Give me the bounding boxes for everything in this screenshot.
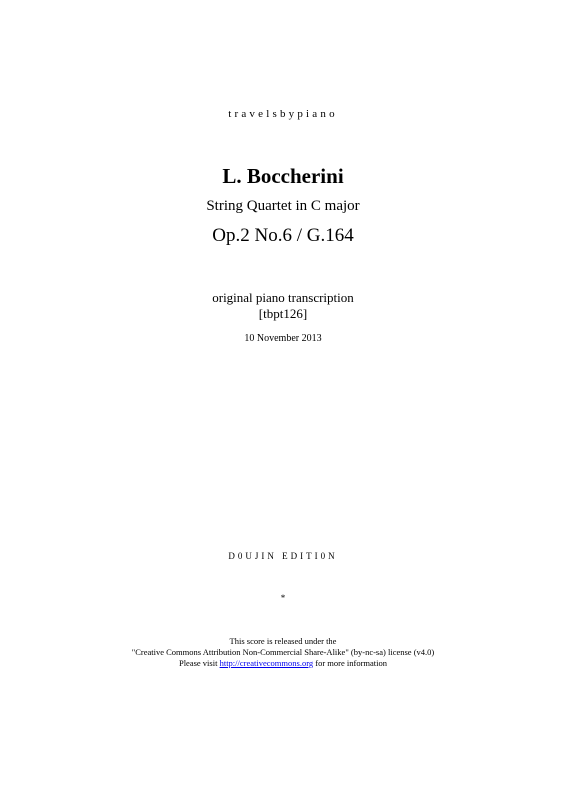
- transcription-type: original piano transcription: [212, 290, 354, 305]
- separator-star: *: [280, 593, 286, 603]
- license-prefix: Please visit: [178, 658, 220, 668]
- license-suffix: for more information: [313, 658, 388, 668]
- catalog-code: [tbpt126]: [258, 306, 308, 321]
- composer-name: L. Boccherini: [222, 164, 344, 188]
- license-line-2: "Creative Commons Attribution Non-Commercial Share-Alike" (by-nc-sa) license (v4.0): [131, 647, 435, 657]
- creative-commons-link[interactable]: http://creativecommons.org: [219, 658, 314, 668]
- work-title: String Quartet in C major: [206, 198, 360, 214]
- opus-number: Op.2 No.6 / G.164: [212, 225, 354, 246]
- edition-name: D0UJIN EDITI0N: [228, 551, 338, 561]
- publisher-brand: travelsbypiano: [228, 108, 338, 120]
- transcription-date: 10 November 2013: [244, 333, 322, 344]
- license-line-3: [0, 658, 566, 668]
- license-line-1: This score is released under the: [229, 636, 337, 646]
